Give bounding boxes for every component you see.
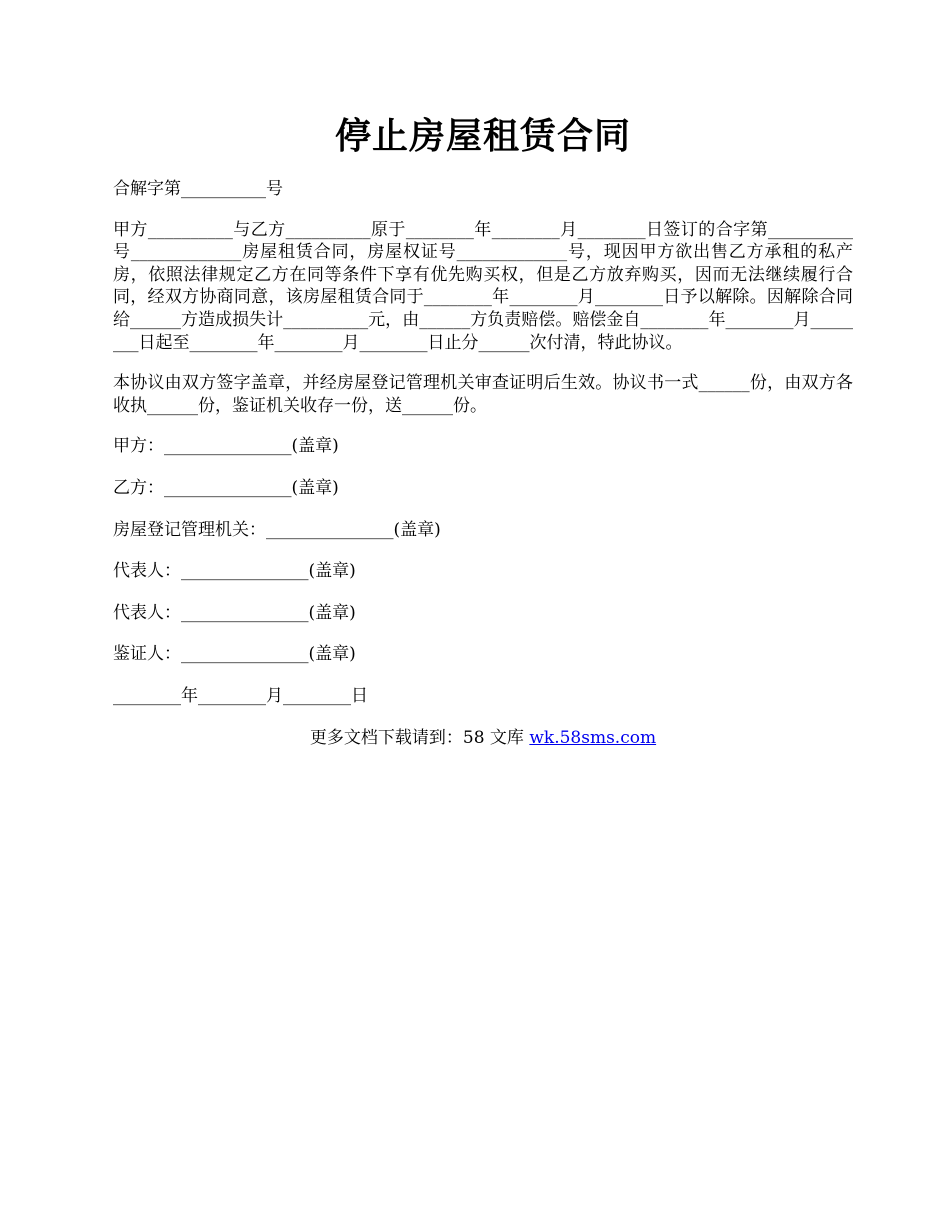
contract-paragraph-1: 甲方__________与乙方__________原于________年________月________日签订的合字第__________号_____________房屋租赁合同，房屋权证号_____________号，现因甲方欲出售乙方承租的私产房，依照法律规定乙方在同等条件下享有优先购买权，但是乙方放弃购买，因而无法继续履行合同，经双方协商同意，该房屋租赁合同于________年________月________日予以解除。因解除合同给______方造成损失计__________元，由______方负责赔偿。赔偿金自________年________月________日起至________年________月________日止分______次付清，特此协议。 bbox=[113, 219, 853, 353]
signature-party-b: 乙方：_______________(盖章) bbox=[113, 477, 339, 498]
signature-registration-authority: 房屋登记管理机关：_______________(盖章) bbox=[113, 519, 441, 540]
footer-prefix: 更多文档下载请到：58 文库 bbox=[309, 727, 530, 748]
footer-link[interactable]: wk.58sms.com bbox=[529, 727, 657, 748]
signature-representative-1: 代表人：_______________(盖章) bbox=[113, 561, 356, 582]
document-page bbox=[113, 110, 853, 749]
contract-number-line: 合解字第__________号 bbox=[113, 179, 283, 199]
signature-witness: 鉴证人：_______________(盖章) bbox=[113, 644, 356, 665]
signature-party-a: 甲方：_______________(盖章) bbox=[113, 436, 339, 457]
date-line: ________年________月________日 bbox=[113, 685, 368, 706]
signature-representative-2: 代表人：_______________(盖章) bbox=[113, 602, 356, 623]
contract-paragraph-2: 本协议由双方签字盖章，并经房屋登记管理机关审查证明后生效。协议书一式______份，由双方各收执______份，鉴证机关收存一份，送______份。 bbox=[113, 373, 853, 416]
footer bbox=[113, 727, 853, 750]
document-title: 停止房屋租赁合同 bbox=[334, 115, 631, 157]
